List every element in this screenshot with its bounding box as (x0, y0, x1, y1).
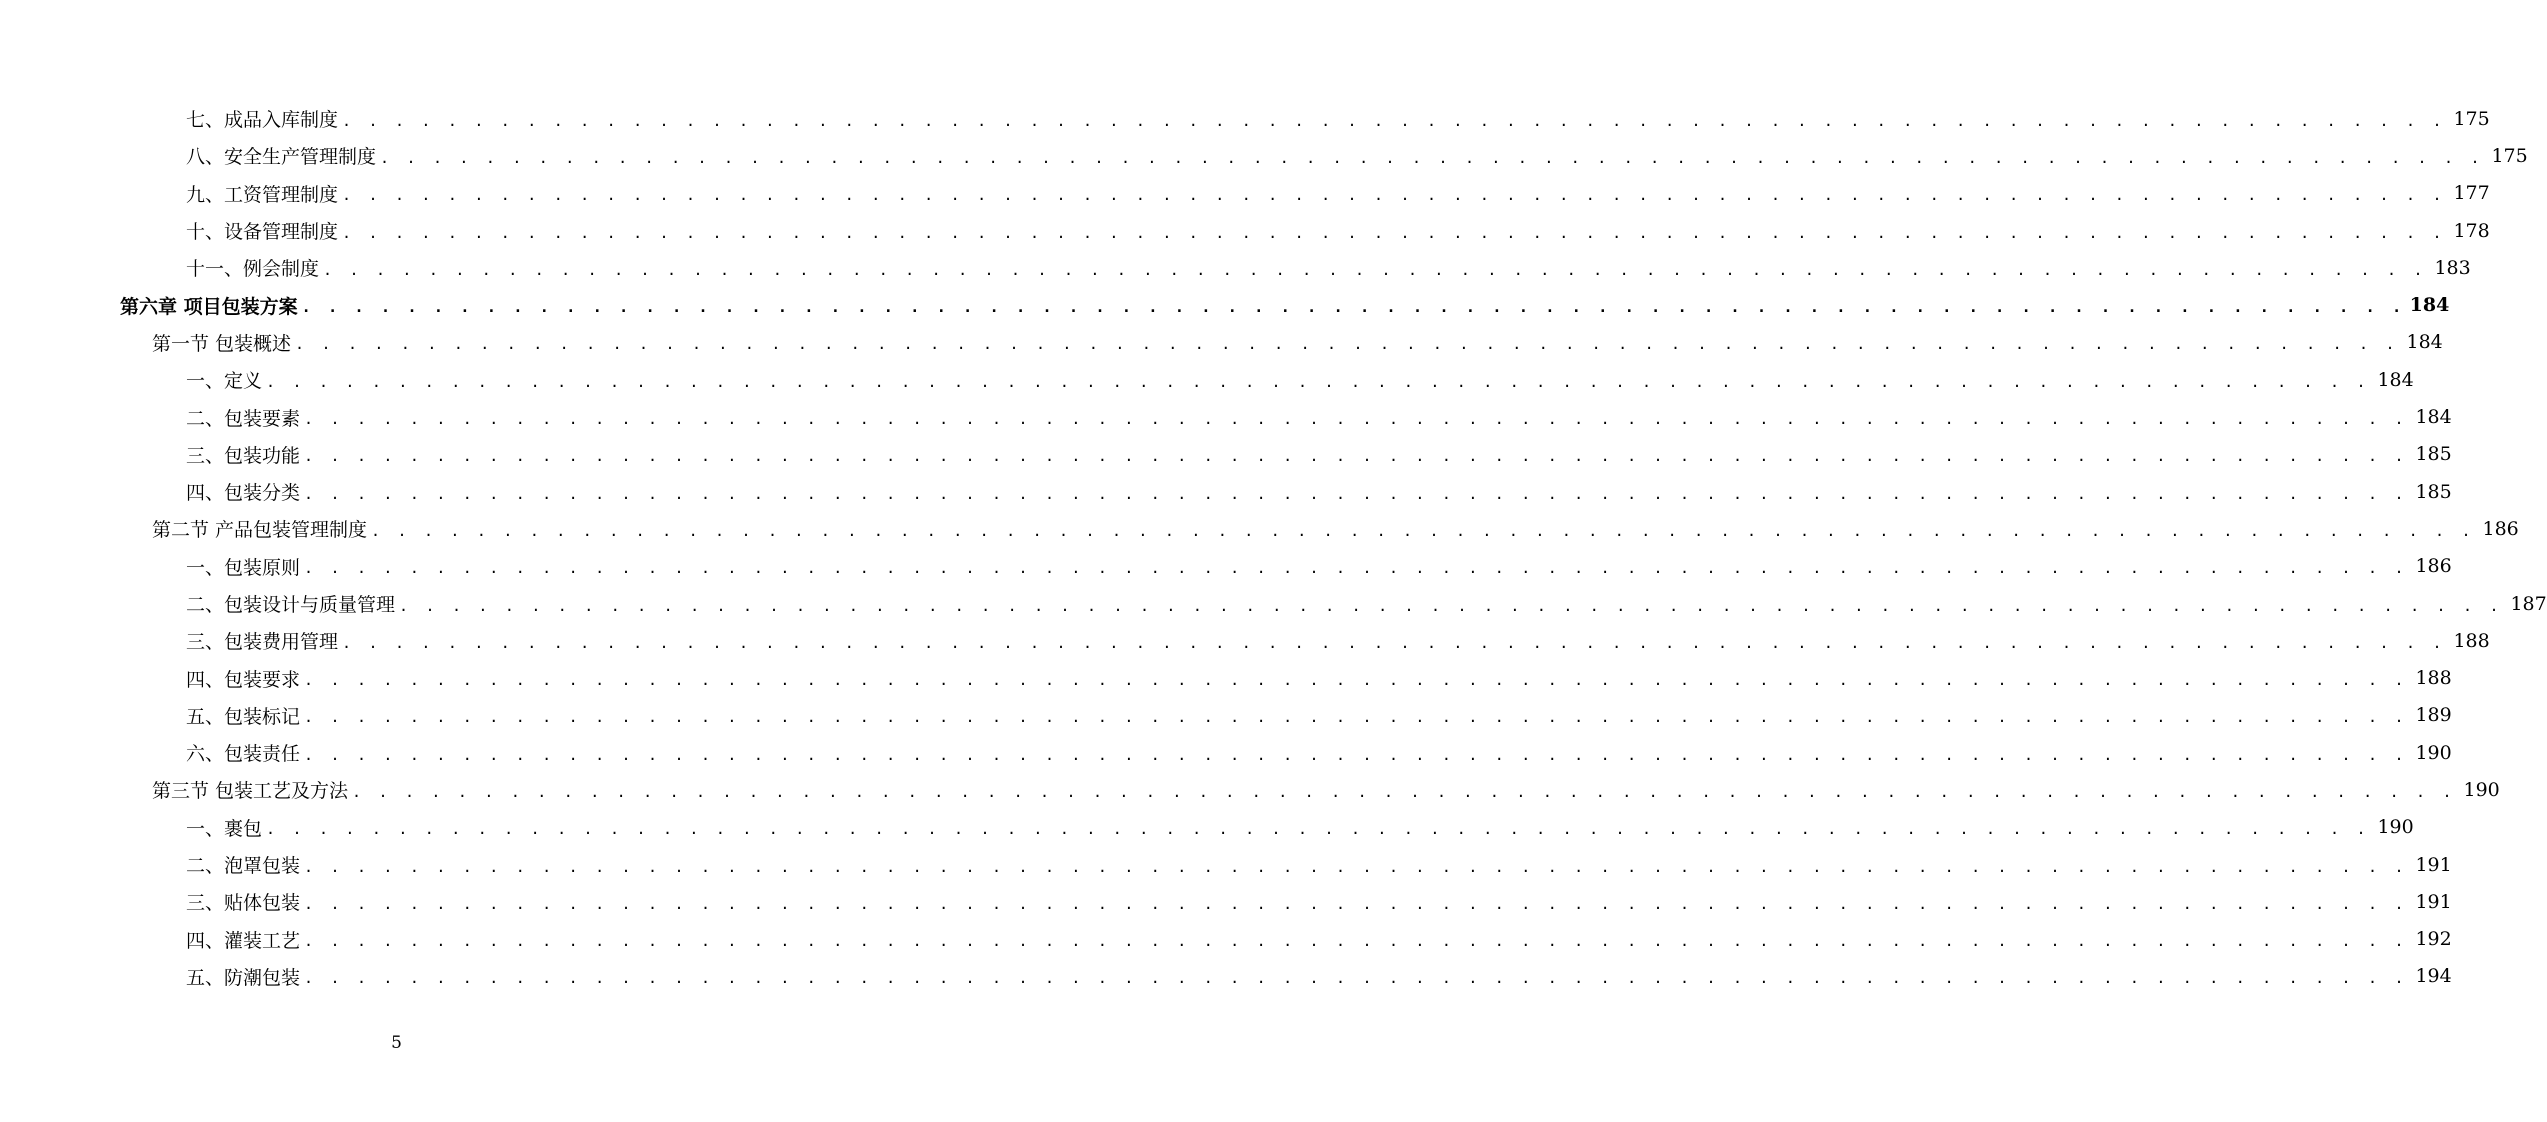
toc-entry-item[interactable] (0, 958, 2452, 995)
dot-leader: . . . . . . . . . . . . . . . . . . . . . . . . . . . . . . . . . . . . . . . . . . . . . . . . . . . . . . . . . . . . . . . . . . . . . . . . . . . . . . . . (371, 521, 2475, 540)
toc-entry-page: 184 (2415, 406, 2452, 429)
toc-entry-item[interactable] (0, 883, 2452, 920)
dot-leader: . . . . . . . . . . . . . . . . . . . . . . . . . . . . . . . . . . . . . . . . . . . . . . . . . . . . . . . . . . . . . . . . . . . . . . . . . . . . . . . . (266, 820, 2370, 839)
toc-entry-label: 二、泡罩包装 (186, 851, 304, 878)
toc-entry-label: 一、定义 (186, 366, 266, 393)
toc-entry-item[interactable] (0, 100, 2490, 137)
toc-entry-label: 六、包装责任 (186, 739, 304, 766)
dot-leader: . . . . . . . . . . . . . . . . . . . . . . . . . . . . . . . . . . . . . . . . . . . . . . . . . . . . . . . . . . . . . . . . . . . . . . . . . . . . . . . . (295, 335, 2399, 354)
toc-entry-label: 七、成品入库制度 (186, 105, 342, 132)
dot-leader: . . . . . . . . . . . . . . . . . . . . . . . . . . . . . . . . . . . . . . . . . . . . . . . . . . . . . . . . . . . . . . . . . . . . . . . . . . . . . . . . (304, 671, 2408, 690)
toc-entry-label: 三、包装费用管理 (186, 627, 342, 654)
dot-leader: . . . . . . . . . . . . . . . . . . . . . . . . . . . . . . . . . . . . . . . . . . . . . . . . . . . . . . . . . . . . . . . . . . . . . . . . . . . . . . . . (304, 410, 2408, 429)
dot-leader: . . . . . . . . . . . . . . . . . . . . . . . . . . . . . . . . . . . . . . . . . . . . . . . . . . . . . . . . . . . . . . . . . . . . . . . . . . . . . . . . (304, 857, 2408, 876)
toc-entry-label: 四、包装要求 (186, 665, 304, 692)
toc-entry-page: 183 (2434, 256, 2471, 279)
toc-entry-page: 190 (2463, 778, 2500, 801)
toc-entry-label: 第一节 包装概述 (152, 329, 295, 356)
toc-entry-item[interactable] (0, 659, 2452, 696)
dot-leader: . . . . . . . . . . . . . . . . . . . . . . . . . . . . . . . . . . . . . . . . . . . . . . . . . . . . . . . . . . . . . . . . . . . . . . . . . . . . . . . . (342, 223, 2446, 242)
toc-entry-label: 八、安全生产管理制度 (186, 142, 380, 169)
toc-entry-page: 191 (2415, 890, 2452, 913)
toc-entry-chapter[interactable] (0, 286, 2450, 323)
toc-entry-page: 175 (2491, 144, 2528, 167)
toc-entry-item[interactable] (0, 809, 2414, 846)
toc-entry-page: 189 (2415, 704, 2452, 727)
toc-entry-page: 190 (2415, 741, 2452, 764)
toc-entry-label: 三、包装功能 (186, 441, 304, 468)
toc-entry-item[interactable] (0, 585, 2547, 622)
dot-leader: . . . . . . . . . . . . . . . . . . . . . . . . . . . . . . . . . . . . . . . . . . . . . . . . . . . . . . . . . . . . . . . . . . . . . . . . . . . . . . . . (352, 782, 2456, 801)
toc-entry-item[interactable] (0, 361, 2414, 398)
dot-leader: . . . . . . . . . . . . . . . . . . . . . . . . . . . . . . . . . . . . . . . . . . . . . . . . . . . . . . . . . . . . . . . . . . . . . . . . . . . . . . . . (304, 932, 2408, 951)
toc-entry-item[interactable] (0, 212, 2490, 249)
toc-entry-page: 184 (2377, 368, 2414, 391)
dot-leader: . . . . . . . . . . . . . . . . . . . . . . . . . . . . . . . . . . . . . . . . . . . . . . . . . . . . . . . . . . . . . . . . . . . . . . . . . . . . . . . . (304, 447, 2408, 466)
dot-leader: . . . . . . . . . . . . . . . . . . . . . . . . . . . . . . . . . . . . . . . . . . . . . . . . . . . . . . . . . . . . . . . . . . . . . . . . . . . . . . . . (342, 111, 2446, 130)
dot-leader: . . . . . . . . . . . . . . . . . . . . . . . . . . . . . . . . . . . . . . . . . . . . . . . . . . . . . . . . . . . . . . . . . . . . . . . . . . . . . . . . (304, 745, 2408, 764)
toc-entry-page: 185 (2415, 443, 2452, 466)
toc-entry-item[interactable] (0, 846, 2452, 883)
dot-leader: . . . . . . . . . . . . . . . . . . . . . . . . . . . . . . . . . . . . . . . . . . . . . . . . . . . . . . . . . . . . . . . . . . . . . . . . . . . . . . . . (301, 298, 2406, 317)
toc-entry-page: 177 (2453, 182, 2490, 205)
toc-entry-page: 188 (2415, 667, 2452, 690)
toc-entry-item[interactable] (0, 921, 2452, 958)
toc-entry-label: 九、工资管理制度 (186, 180, 342, 207)
toc-entry-page: 186 (2482, 517, 2519, 540)
toc-entry-section[interactable] (0, 510, 2519, 547)
toc-entry-page: 185 (2415, 480, 2452, 503)
toc-entry-page: 184 (2406, 331, 2443, 354)
toc-entry-item[interactable] (0, 622, 2490, 659)
dot-leader: . . . . . . . . . . . . . . . . . . . . . . . . . . . . . . . . . . . . . . . . . . . . . . . . . . . . . . . . . . . . . . . . . . . . . . . . . . . . . . . . (380, 148, 2484, 167)
dot-leader: . . . . . . . . . . . . . . . . . . . . . . . . . . . . . . . . . . . . . . . . . . . . . . . . . . . . . . . . . . . . . . . . . . . . . . . . . . . . . . . . (304, 969, 2408, 988)
toc-entry-label: 第三节 包装工艺及方法 (152, 776, 352, 803)
toc-entry-page: 191 (2415, 853, 2452, 876)
toc-entry-label: 十、设备管理制度 (186, 217, 342, 244)
toc-entry-item[interactable] (0, 137, 2528, 174)
dot-leader: . . . . . . . . . . . . . . . . . . . . . . . . . . . . . . . . . . . . . . . . . . . . . . . . . . . . . . . . . . . . . . . . . . . . . . . . . . . . . . . . (266, 372, 2370, 391)
toc-entry-label: 四、包装分类 (186, 478, 304, 505)
toc-entry-page: 175 (2453, 107, 2490, 130)
toc-entry-item[interactable] (0, 548, 2452, 585)
toc-entry-label: 第二节 产品包装管理制度 (152, 515, 371, 542)
toc-entry-item[interactable] (0, 436, 2452, 473)
dot-leader: . . . . . . . . . . . . . . . . . . . . . . . . . . . . . . . . . . . . . . . . . . . . . . . . . . . . . . . . . . . . . . . . . . . . . . . . . . . . . . . . (399, 596, 2503, 615)
toc-entry-label: 一、裹包 (186, 814, 266, 841)
toc-entry-item[interactable] (0, 697, 2452, 734)
toc-entry-item[interactable] (0, 175, 2490, 212)
toc-entry-label: 三、贴体包装 (186, 888, 304, 915)
toc-entry-label: 十一、例会制度 (186, 254, 323, 281)
toc-entry-item[interactable] (0, 249, 2471, 286)
toc-entry-label: 四、灌装工艺 (186, 926, 304, 953)
dot-leader: . . . . . . . . . . . . . . . . . . . . . . . . . . . . . . . . . . . . . . . . . . . . . . . . . . . . . . . . . . . . . . . . . . . . . . . . . . . . . . . . (342, 633, 2446, 652)
toc-entry-page: 192 (2415, 928, 2452, 951)
toc-entry-page: 186 (2415, 555, 2452, 578)
toc-entry-label: 五、防潮包装 (186, 963, 304, 990)
toc-entry-label: 一、包装原则 (186, 553, 304, 580)
toc-entry-section[interactable] (0, 771, 2500, 808)
toc-entry-section[interactable] (0, 324, 2443, 361)
toc-entry-page: 190 (2377, 816, 2414, 839)
toc-entry-page: 187 (2510, 592, 2547, 615)
dot-leader: . . . . . . . . . . . . . . . . . . . . . . . . . . . . . . . . . . . . . . . . . . . . . . . . . . . . . . . . . . . . . . . . . . . . . . . . . . . . . . . . (304, 559, 2408, 578)
dot-leader: . . . . . . . . . . . . . . . . . . . . . . . . . . . . . . . . . . . . . . . . . . . . . . . . . . . . . . . . . . . . . . . . . . . . . . . . . . . . . . . . (342, 186, 2446, 205)
toc-entry-page: 188 (2453, 629, 2490, 652)
toc-entry-item[interactable] (0, 734, 2452, 771)
toc-entry-label: 第六章 项目包装方案 (120, 292, 302, 319)
table-of-contents (0, 100, 2547, 995)
page-number: 5 (391, 1033, 402, 1053)
toc-entry-label: 二、包装设计与质量管理 (186, 590, 399, 617)
dot-leader: . . . . . . . . . . . . . . . . . . . . . . . . . . . . . . . . . . . . . . . . . . . . . . . . . . . . . . . . . . . . . . . . . . . . . . . . . . . . . . . . (304, 894, 2408, 913)
toc-entry-page: 184 (2409, 294, 2450, 317)
dot-leader: . . . . . . . . . . . . . . . . . . . . . . . . . . . . . . . . . . . . . . . . . . . . . . . . . . . . . . . . . . . . . . . . . . . . . . . . . . . . . . . . (304, 708, 2408, 727)
toc-entry-item[interactable] (0, 473, 2452, 510)
toc-entry-page: 178 (2453, 219, 2490, 242)
toc-entry-page: 194 (2415, 965, 2452, 988)
toc-entry-label: 五、包装标记 (186, 702, 304, 729)
toc-entry-label: 二、包装要素 (186, 404, 304, 431)
dot-leader: . . . . . . . . . . . . . . . . . . . . . . . . . . . . . . . . . . . . . . . . . . . . . . . . . . . . . . . . . . . . . . . . . . . . . . . . . . . . . . . . (323, 260, 2427, 279)
toc-entry-item[interactable] (0, 398, 2452, 435)
dot-leader: . . . . . . . . . . . . . . . . . . . . . . . . . . . . . . . . . . . . . . . . . . . . . . . . . . . . . . . . . . . . . . . . . . . . . . . . . . . . . . . . (304, 484, 2408, 503)
